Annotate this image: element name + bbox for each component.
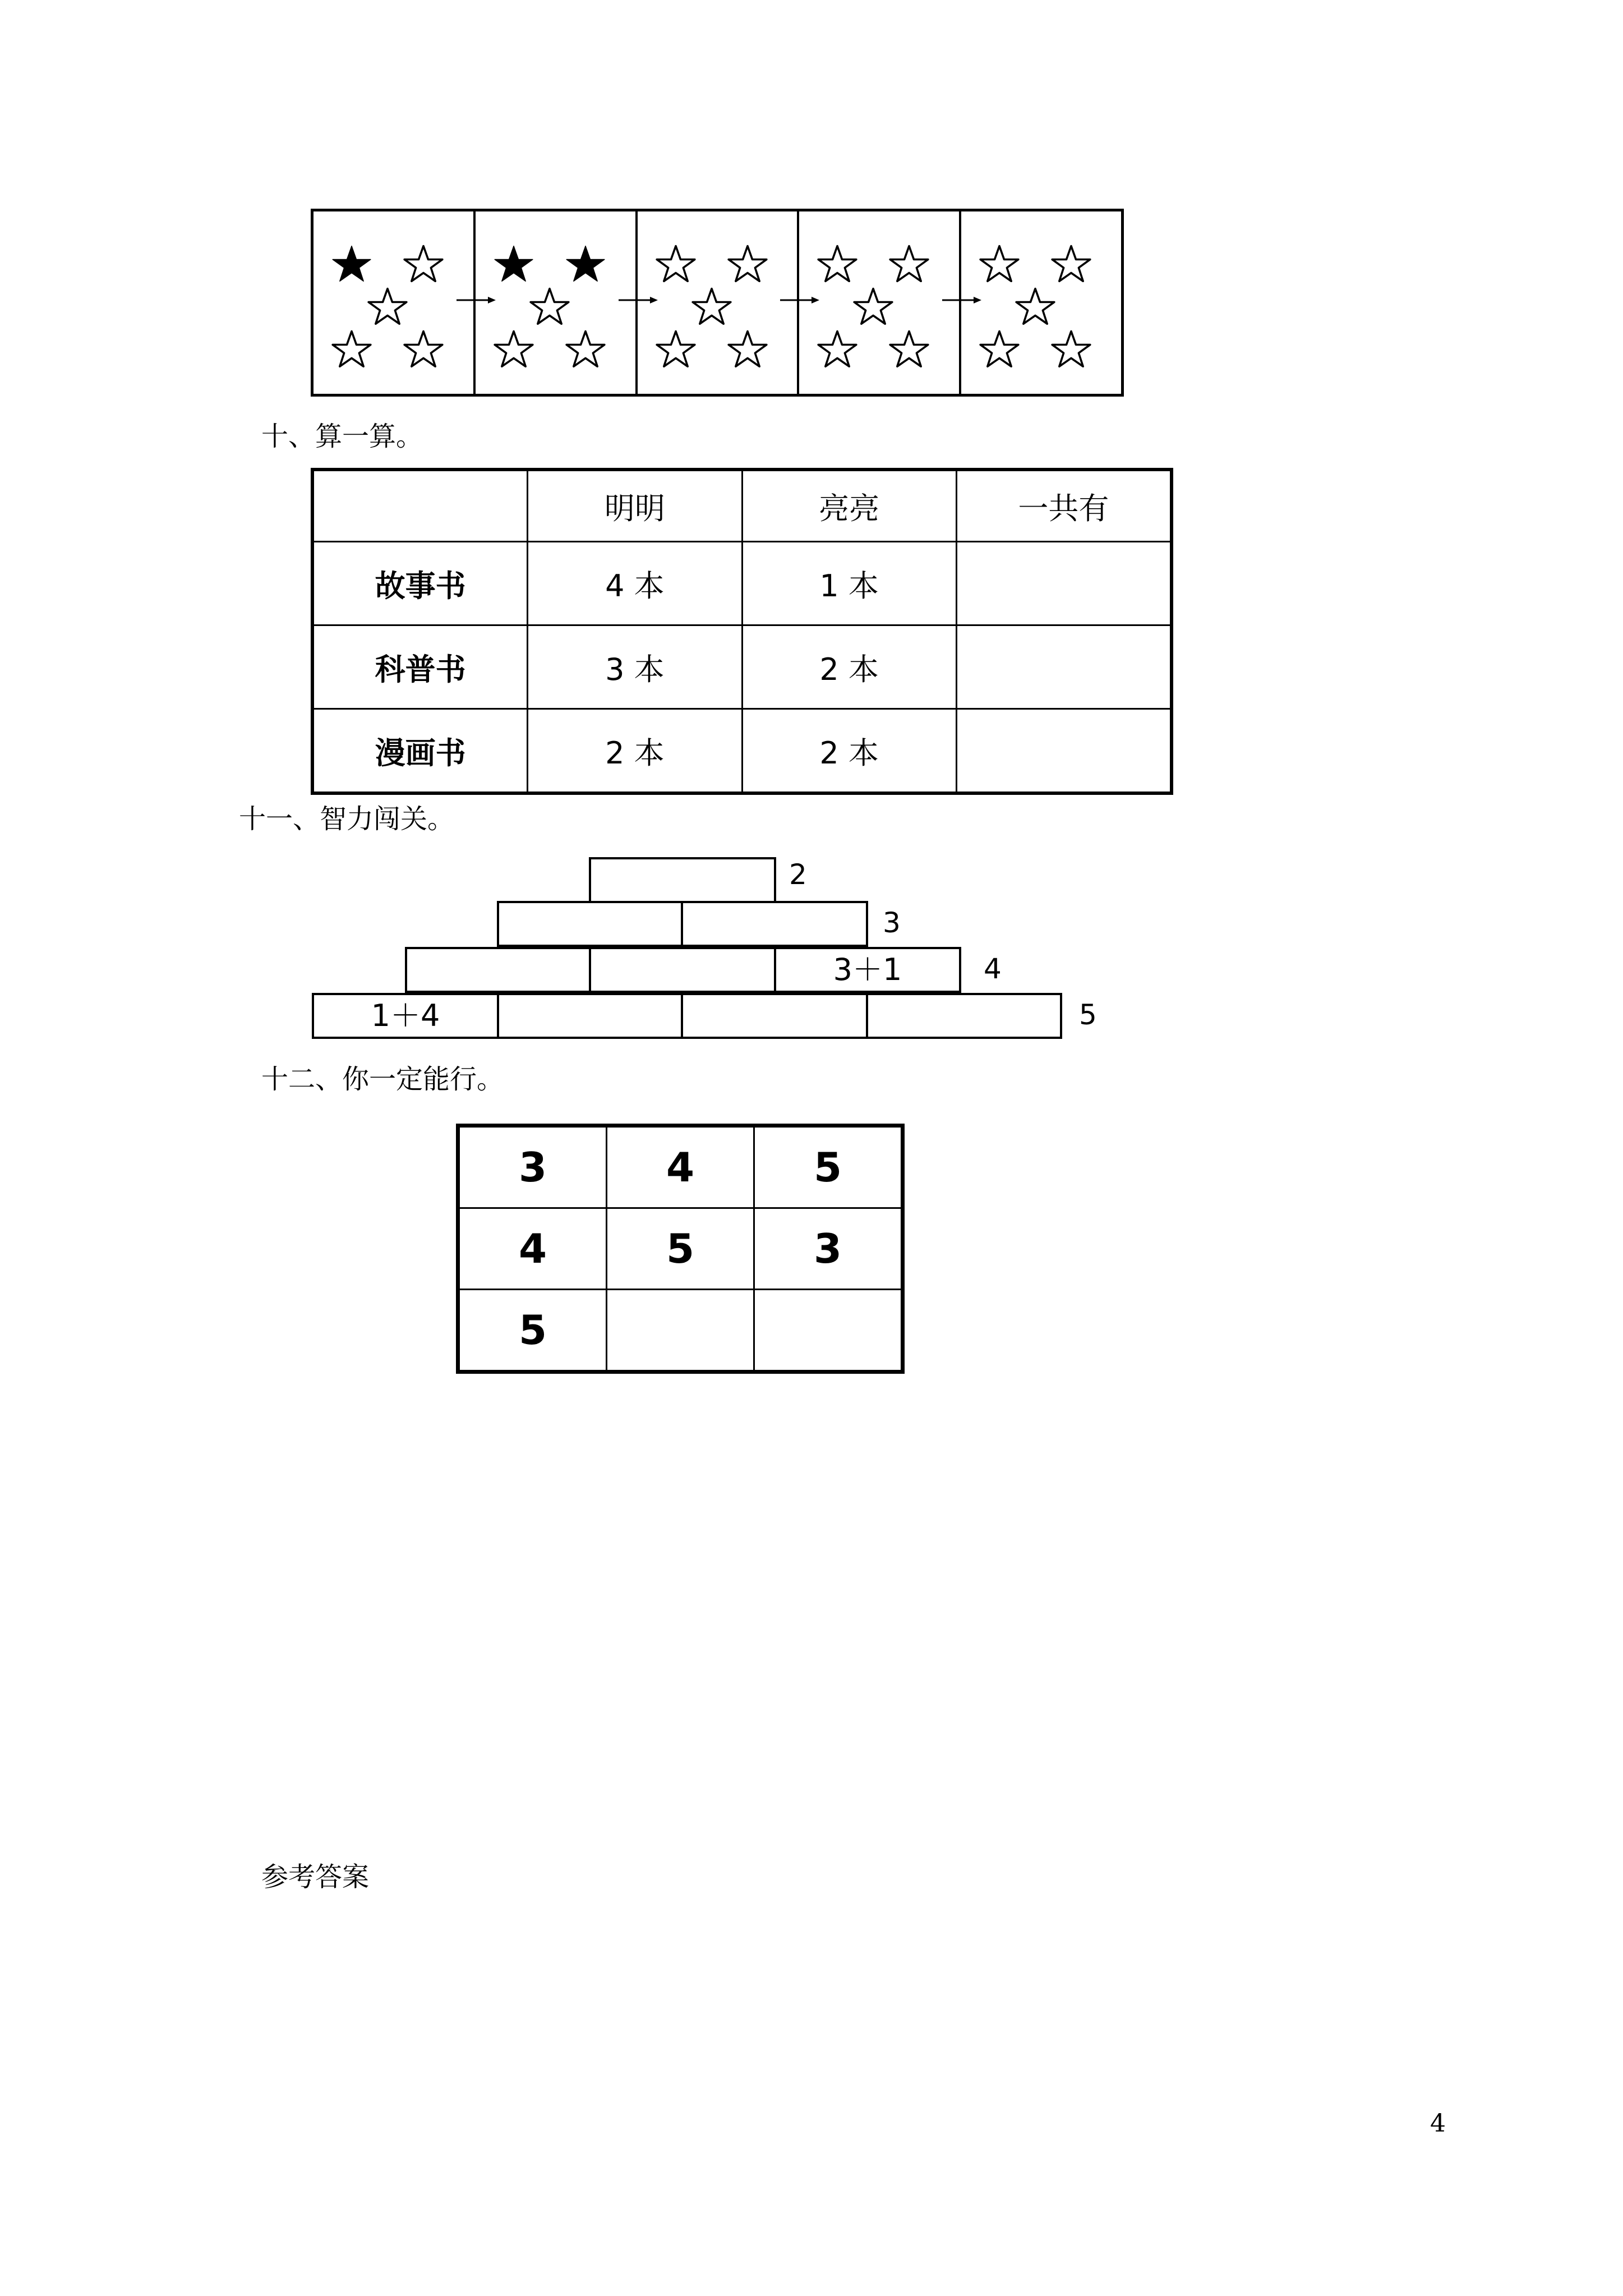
- grid-cell: 5: [607, 1208, 754, 1290]
- liangliang-count: 2 本: [742, 709, 956, 794]
- filled-star-icon: [494, 244, 534, 284]
- arrow-right-icon: [619, 295, 658, 306]
- grid-cell: 4: [607, 1126, 754, 1208]
- section-10-heading: 十、算一算。: [261, 421, 423, 452]
- outline-star-icon: [817, 244, 857, 284]
- total-answer-cell: [956, 625, 1172, 709]
- outline-star-icon: [1015, 287, 1055, 327]
- section-11-heading: 十一、智力闯关。: [239, 803, 455, 835]
- number-grid: [456, 1124, 905, 1374]
- arrow-right-icon: [942, 295, 981, 306]
- mingming-count: 3 本: [528, 625, 742, 709]
- total-answer-cell: [956, 709, 1172, 794]
- outline-star-icon: [889, 244, 929, 284]
- outline-star-icon: [691, 287, 732, 327]
- pyramid-row-sum: 5: [1079, 999, 1097, 1031]
- outline-star-icon: [727, 244, 768, 284]
- grid-cell: 3: [754, 1208, 903, 1290]
- row-label: 故事书: [312, 542, 528, 625]
- pyramid-row-sum: 4: [984, 953, 1002, 985]
- outline-star-icon: [403, 329, 444, 370]
- grid-cell: [754, 1290, 903, 1372]
- grid-cell: [607, 1290, 754, 1372]
- outline-star-icon: [403, 244, 444, 284]
- filled-star-icon: [565, 244, 606, 284]
- arrow-right-icon: [780, 295, 819, 306]
- pyramid-row-sum: 2: [789, 858, 807, 891]
- star-panel: [476, 211, 638, 394]
- row-label: 科普书: [312, 625, 528, 709]
- mingming-count: 4 本: [528, 542, 742, 625]
- outline-star-icon: [331, 329, 372, 370]
- row-label: 漫画书: [312, 709, 528, 794]
- answers-heading: 参考答案: [261, 1861, 370, 1893]
- liangliang-count: 2 本: [742, 625, 956, 709]
- outline-star-icon: [853, 287, 893, 327]
- total-answer-cell: [956, 542, 1172, 625]
- pyramid-brick: [405, 947, 591, 993]
- pyramid-brick: [497, 993, 683, 1039]
- grid-row: [458, 1126, 903, 1208]
- table-row: [312, 625, 1172, 709]
- outline-star-icon: [656, 244, 696, 284]
- book-count-table: [311, 468, 1173, 795]
- outline-star-icon: [529, 287, 570, 327]
- grid-cell: 3: [458, 1126, 607, 1208]
- header-cell-total: 一共有: [956, 470, 1172, 542]
- star-panel: [638, 211, 800, 394]
- table-header-row: [312, 470, 1172, 542]
- outline-star-icon: [1051, 244, 1091, 284]
- star-panel: [961, 211, 1121, 394]
- pyramid-brick: 3＋1: [774, 947, 961, 993]
- pyramid-brick: [589, 947, 776, 993]
- pyramid-brick: [589, 857, 776, 903]
- table-row: [312, 709, 1172, 794]
- pyramid-brick: [866, 993, 1062, 1039]
- pyramid-brick: 1＋4: [312, 993, 499, 1039]
- outline-star-icon: [889, 329, 929, 370]
- outline-star-icon: [494, 329, 534, 370]
- mingming-count: 2 本: [528, 709, 742, 794]
- outline-star-icon: [979, 329, 1020, 370]
- outline-star-icon: [979, 244, 1020, 284]
- arrow-right-icon: [457, 295, 496, 306]
- outline-star-icon: [817, 329, 857, 370]
- outline-star-icon: [727, 329, 768, 370]
- grid-cell: 4: [458, 1208, 607, 1290]
- grid-row: [458, 1208, 903, 1290]
- header-cell-empty: [312, 470, 528, 542]
- outline-star-icon: [367, 287, 408, 327]
- pyramid-row-sum: 3: [883, 907, 901, 939]
- table-row: [312, 542, 1172, 625]
- pyramid-brick: [681, 901, 868, 947]
- star-panel: [313, 211, 476, 394]
- pyramid-brick: [681, 993, 868, 1039]
- filled-star-icon: [331, 244, 372, 284]
- star-panel: [799, 211, 961, 394]
- section-12-heading: 十二、你一定能行。: [261, 1064, 504, 1095]
- outline-star-icon: [1051, 329, 1091, 370]
- grid-cell: 5: [458, 1290, 607, 1372]
- pyramid-brick: [497, 901, 683, 947]
- star-pattern-strip: [311, 209, 1124, 397]
- page-number: 4: [1430, 2109, 1446, 2138]
- liangliang-count: 1 本: [742, 542, 956, 625]
- outline-star-icon: [565, 329, 606, 370]
- grid-row: [458, 1290, 903, 1372]
- header-cell-liangliang: 亮亮: [742, 470, 956, 542]
- header-cell-mingming: 明明: [528, 470, 742, 542]
- grid-cell: 5: [754, 1126, 903, 1208]
- outline-star-icon: [656, 329, 696, 370]
